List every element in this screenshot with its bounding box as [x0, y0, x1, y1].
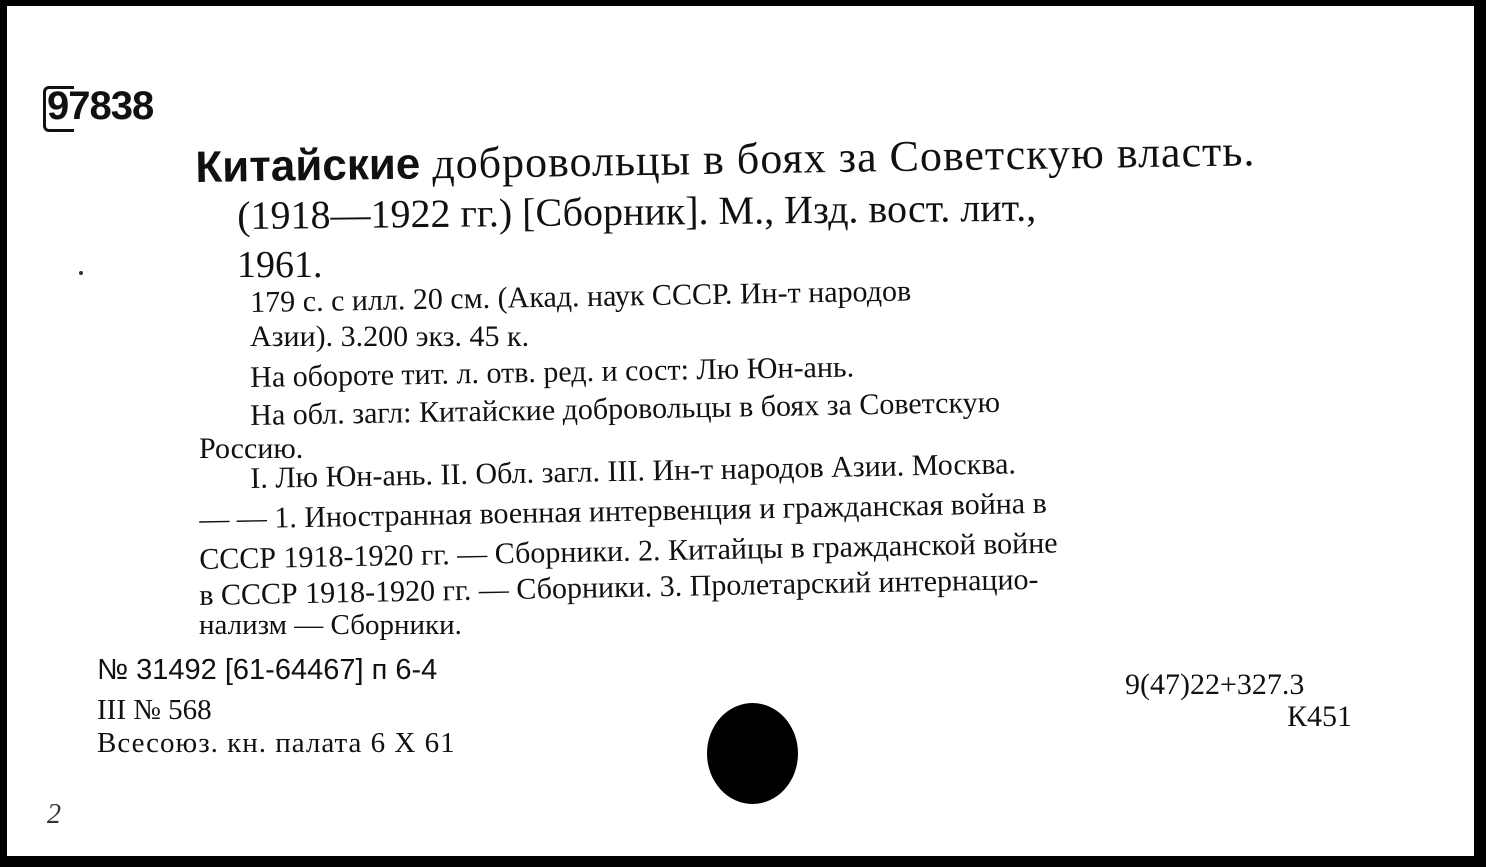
- classification-code: 9(47)22+327.3: [1125, 668, 1305, 701]
- title-rest: добровольцы в боях за Советскую власть.: [419, 126, 1256, 189]
- footer-line-order: № 31492 [61-64467] п 6-4: [97, 654, 438, 686]
- title-line-3: 1961.: [237, 244, 323, 286]
- footer-line-chamber: Всесоюз. кн. палата 6 X 61: [97, 727, 456, 759]
- call-number: К451: [1287, 700, 1353, 733]
- title-bold-word: Китайские: [194, 139, 421, 192]
- desc-line: СССР 1918-1920 гг. — Сборники. 2. Китайцы в гражданской войне: [198, 526, 1058, 576]
- desc-line: в СССР 1918-1920 гг. — Сборники. 3. Пролетарский интернацио-: [198, 562, 1039, 612]
- scan-edge: [1474, 0, 1486, 867]
- desc-line: — — 1. Иностранная военная интервенция и гражданская война в: [198, 486, 1048, 536]
- desc-line: 179 с. с илл. 20 см. (Акад. наук СССР. Ин-т народов: [249, 274, 912, 319]
- desc-line: Россию.: [199, 432, 304, 465]
- title-line-1: [194, 126, 1256, 192]
- footer-line-number: III № 568: [97, 694, 212, 726]
- desc-line: На обороте тит. л. отв. ред. и сост: Лю Юн-ань.: [249, 350, 855, 394]
- accession-number: 97838: [47, 84, 154, 128]
- handwritten-mark: 2: [47, 799, 61, 830]
- desc-line: I. Лю Юн-ань. II. Обл. загл. III. Ин-т народов Азии. Москва.: [249, 447, 1017, 495]
- title-line-2: (1918—1922 гг.) [Сборник]. М., Изд. вост. лит.,: [236, 184, 1037, 238]
- catalog-card: [7, 6, 1474, 856]
- desc-line: На обл. загл: Китайские добровольцы в боях за Советскую: [249, 385, 1001, 432]
- desc-line: Азии). 3.200 экз. 45 к.: [250, 320, 530, 353]
- margin-dot: [79, 271, 83, 275]
- punch-hole: [707, 703, 798, 804]
- desc-line: нализм — Сборники.: [199, 609, 462, 641]
